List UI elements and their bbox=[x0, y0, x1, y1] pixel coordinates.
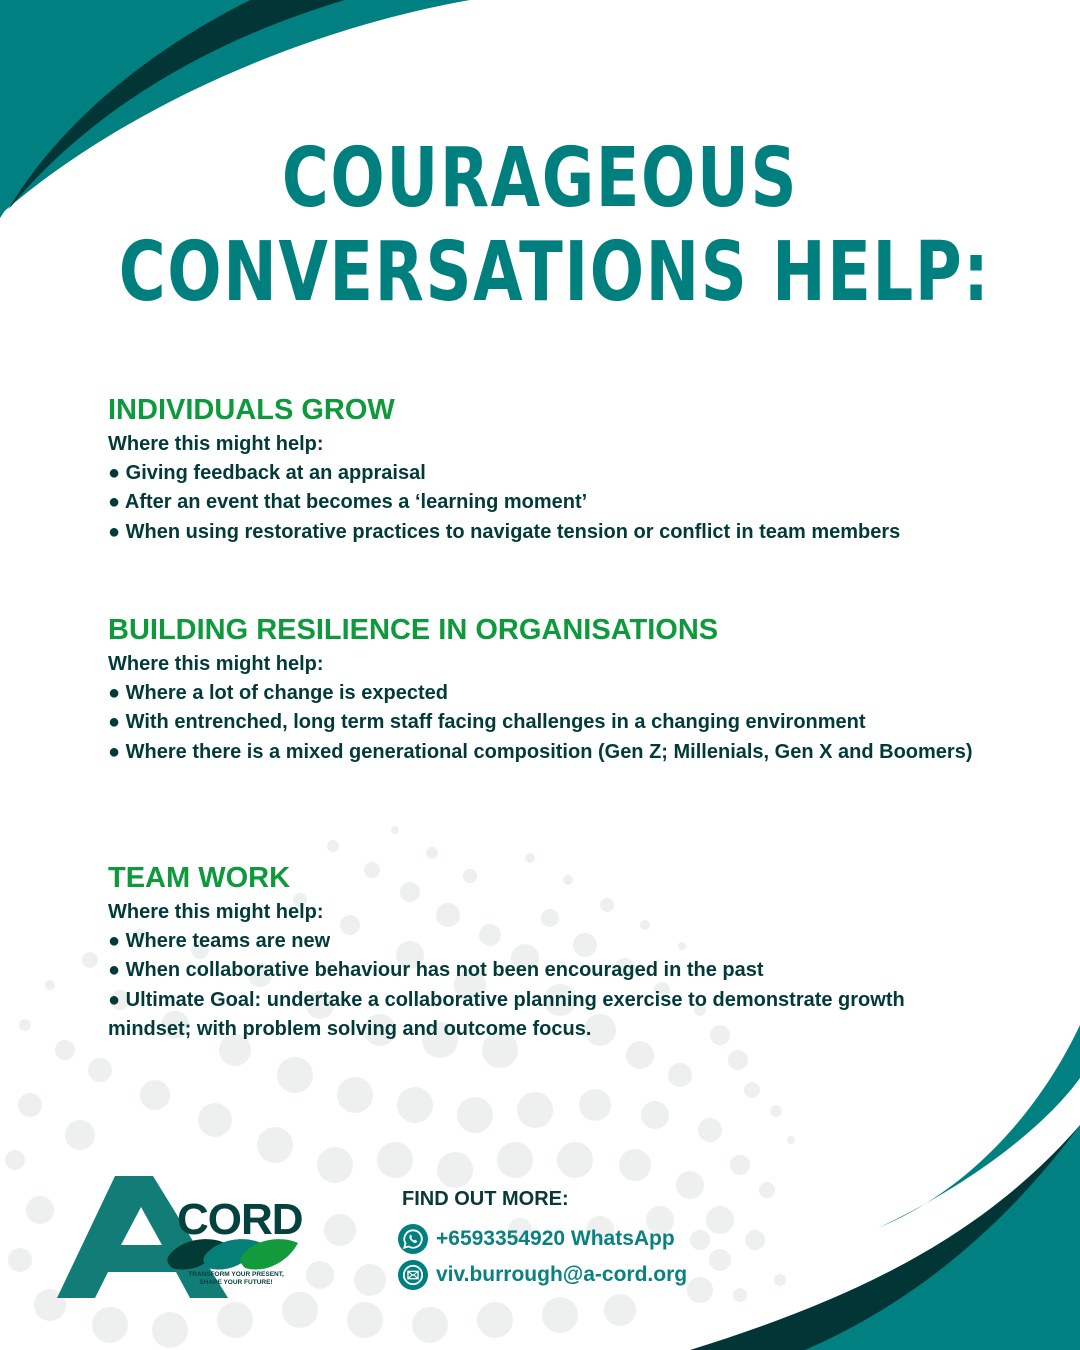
bullet-item: ● Where there is a mixed generational composition (Gen Z; Millenials, Gen X and Boomers) bbox=[108, 740, 973, 763]
section-building-resilience bbox=[108, 610, 972, 767]
title-line-2: CONVERSATIONS HELP: bbox=[118, 225, 991, 320]
whatsapp-number[interactable]: +6593354920 WhatsApp bbox=[436, 1227, 675, 1250]
bullet-item: ● Giving feedback at an appraisal bbox=[108, 462, 426, 485]
section-heading: INDIVIDUALS GROW bbox=[108, 394, 395, 426]
whatsapp-contact[interactable] bbox=[398, 1221, 687, 1257]
bullet-item: ● Ultimate Goal: undertake a collaborative planning exercise to demonstrate growth mindset; with problem solving and outcome focus. bbox=[108, 988, 905, 1040]
section-intro: Where this might help: bbox=[108, 901, 324, 923]
contact-block bbox=[398, 1188, 687, 1293]
contact-title: FIND OUT MORE: bbox=[402, 1188, 569, 1210]
tagline-line-2: SHAPE YOUR FUTURE! bbox=[199, 1279, 273, 1286]
email-contact[interactable] bbox=[398, 1257, 687, 1293]
bullet-item: ● When using restorative practices to navigate tension or conflict in team members bbox=[108, 520, 901, 543]
bullet-item: ● With entrenched, long term staff facing challenges in a changing environment bbox=[108, 711, 866, 734]
section-individuals-grow bbox=[108, 390, 900, 547]
section-intro: Where this might help: bbox=[108, 433, 324, 455]
email-address[interactable]: viv.burrough@a-cord.org bbox=[436, 1263, 688, 1286]
section-intro: Where this might help: bbox=[108, 653, 324, 675]
section-heading: TEAM WORK bbox=[108, 862, 291, 894]
bullet-item: ● After an event that becomes a ‘learning moment’ bbox=[108, 491, 588, 514]
acord-logo bbox=[56, 1170, 306, 1300]
logo-tagline bbox=[161, 1271, 311, 1287]
mail-icon bbox=[398, 1260, 428, 1290]
title-line-1: COURAGEOUS bbox=[281, 131, 799, 226]
bullet-item: ● When collaborative behaviour has not been encouraged in the past bbox=[108, 959, 764, 982]
tagline-line-1: TRANSFORM YOUR PRESENT, bbox=[188, 1271, 284, 1278]
bullet-item: ● Where a lot of change is expected bbox=[108, 682, 448, 705]
bullet-item: ● Where teams are new bbox=[108, 930, 331, 953]
logo-wordmark: CORD bbox=[177, 1195, 303, 1244]
section-heading: BUILDING RESILIENCE IN ORGANISATIONS bbox=[108, 614, 719, 646]
whatsapp-icon bbox=[398, 1224, 428, 1254]
page-title bbox=[118, 131, 991, 320]
section-team-work bbox=[108, 858, 988, 1044]
